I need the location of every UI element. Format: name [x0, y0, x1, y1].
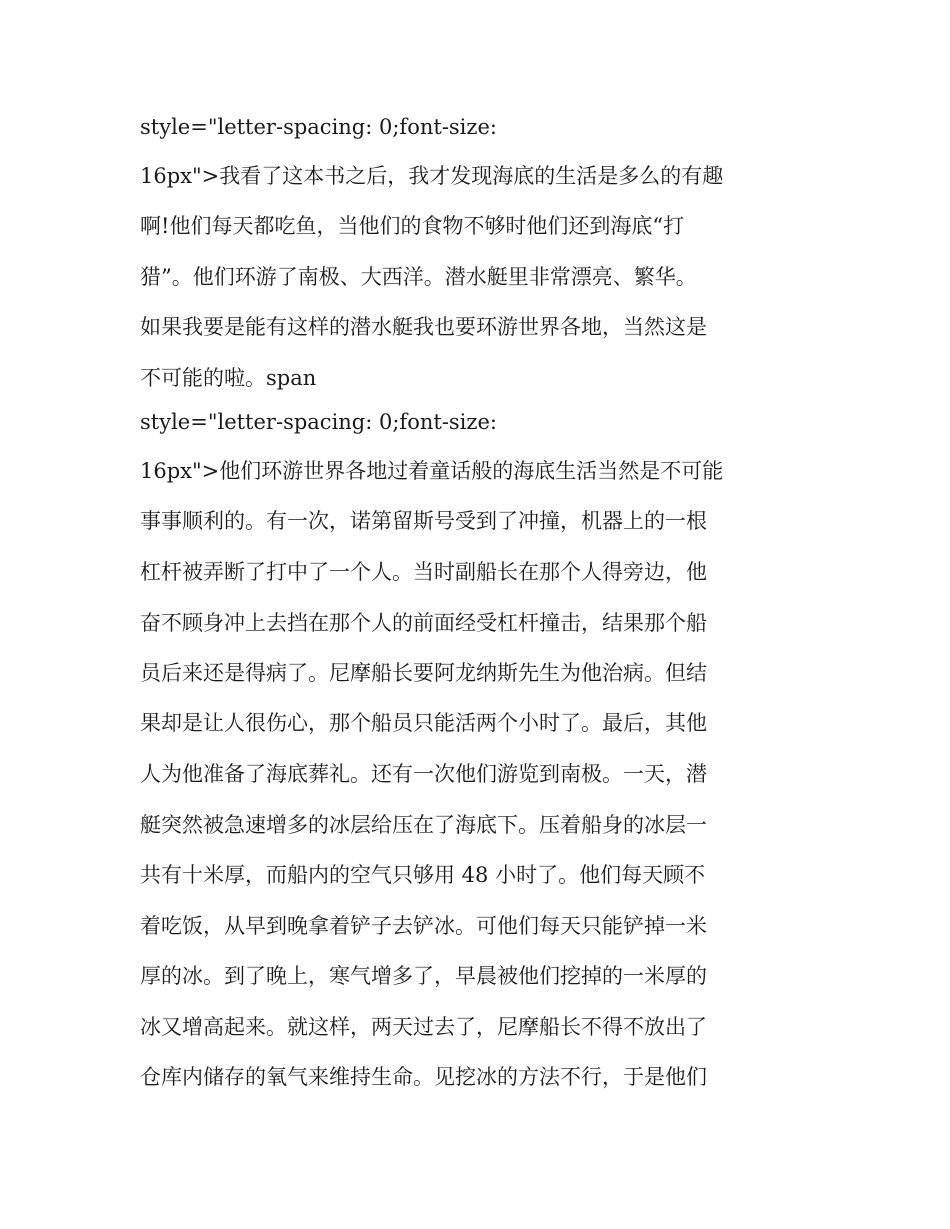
- text-line-10: 杠杆被弄断了打中了一个人。当时副船长在那个人得旁边，他: [140, 560, 707, 584]
- text-line-14: 人为他准备了海底葬礼。还有一次他们游览到南极。一天，潜: [140, 762, 707, 786]
- text-line-9: 事事顺利的。有一次，诺第留斯号受到了冲撞，机器上的一根: [140, 509, 707, 533]
- text-line-15: 艇突然被急速增多的冰层给压在了海底下。压着船身的冰层一: [140, 813, 707, 837]
- text-line-4: 猎”。他们环游了南极、大西洋。潜水艇里非常漂亮、繁华。: [140, 265, 697, 289]
- text-line-19: 冰又增高起来。就这样，两天过去了，尼摩船长不得不放出了: [140, 1015, 707, 1039]
- text-line-16: 共有十米厚，而船内的空气只够用 48 小时了。他们每天顾不: [140, 863, 706, 887]
- text-line-7: style="letter-spacing: 0;font-size:: [140, 410, 497, 434]
- text-line-1: style="letter-spacing: 0;font-size:: [140, 115, 497, 139]
- text-line-18: 厚的冰。到了晚上，寒气增多了，早晨被他们挖掉的一米厚的: [140, 964, 707, 988]
- text-line-8: 16px">他们环游世界各地过着童话般的海底生活当然是不可能: [140, 459, 724, 483]
- text-line-12: 员后来还是得病了。尼摩船长要阿龙纳斯先生为他治病。但结: [140, 661, 707, 685]
- text-line-5: 如果我要是能有这样的潜水艇我也要环游世界各地，当然这是: [140, 315, 707, 339]
- text-line-3: 啊!他们每天都吃鱼，当他们的食物不够时他们还到海底“打: [140, 214, 685, 238]
- text-line-20: 仓库内储存的氧气来维持生命。见挖冰的方法不行，于是他们: [140, 1065, 707, 1089]
- text-line-13: 果却是让人很伤心，那个船员只能活两个小时了。最后，其他: [140, 711, 707, 735]
- text-line-17: 着吃饭，从早到晚拿着铲子去铲冰。可他们每天只能铲掉一米: [140, 914, 707, 938]
- text-line-11: 奋不顾身冲上去挡在那个人的前面经受杠杆撞击，结果那个船: [140, 611, 707, 635]
- text-line-6: 不可能的啦。span: [140, 366, 317, 390]
- text-line-2: 16px">我看了这本书之后，我才发现海底的生活是多么的有趣: [140, 164, 724, 188]
